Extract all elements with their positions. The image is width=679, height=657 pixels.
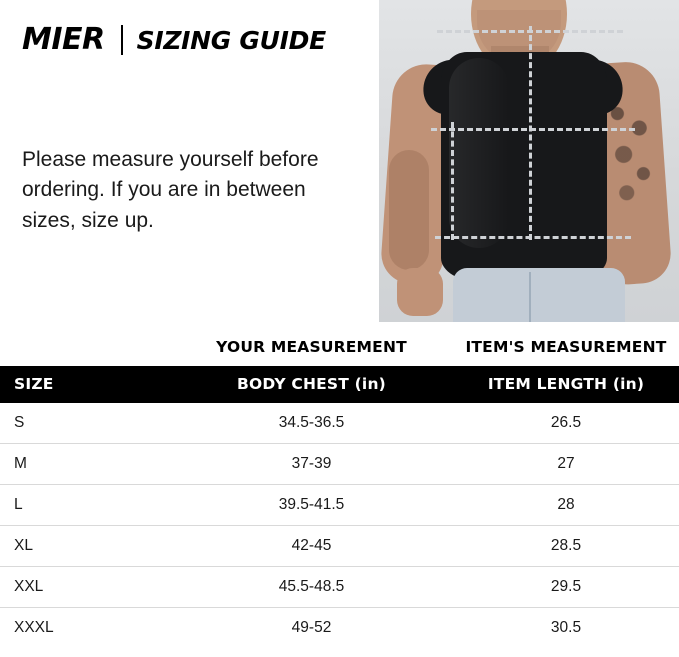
column-header-size: SIZE: [0, 366, 170, 403]
cell-item-length: 29.5: [453, 567, 679, 608]
model-shorts: [453, 268, 625, 322]
shorts-fold: [529, 272, 531, 322]
group-header-item-measurement: ITEM'S MEASUREMENT: [453, 330, 679, 366]
hem-guide-line: [435, 236, 631, 239]
cell-item-length: 26.5: [453, 403, 679, 444]
table-row: [0, 444, 679, 485]
cell-item-length: 30.5: [453, 608, 679, 649]
table-row: [0, 526, 679, 567]
brand-logo: MIER: [22, 22, 105, 57]
group-header-blank: [0, 330, 170, 366]
cell-body-chest: 34.5-36.5: [170, 403, 453, 444]
cell-size: M: [0, 444, 170, 485]
cell-size: L: [0, 485, 170, 526]
cell-body-chest: 39.5-41.5: [170, 485, 453, 526]
cell-size: S: [0, 403, 170, 444]
header-divider: [121, 25, 123, 55]
cell-size: XXL: [0, 567, 170, 608]
table-row: [0, 485, 679, 526]
table-body: [0, 403, 679, 648]
cell-item-length: 27: [453, 444, 679, 485]
table-row: [0, 567, 679, 608]
model-photo: [379, 0, 679, 322]
length-measurement-line: [529, 26, 532, 240]
instruction-text: Please measure yourself before ordering. If you are in between sizes, size up.: [22, 148, 319, 232]
column-header-item-length: ITEM LENGTH (in): [453, 366, 679, 403]
cell-item-length: 28: [453, 485, 679, 526]
cell-size: XL: [0, 526, 170, 567]
cell-item-length: 28.5: [453, 526, 679, 567]
side-guide-line: [451, 122, 454, 240]
chest-measurement-line: [431, 128, 635, 131]
cell-body-chest: 45.5-48.5: [170, 567, 453, 608]
group-header-your-measurement: YOUR MEASUREMENT: [170, 330, 453, 366]
shirt-highlight: [449, 58, 509, 248]
size-table: [0, 330, 679, 648]
model-left-hand: [397, 268, 443, 316]
table-column-header-row: [0, 366, 679, 403]
cell-body-chest: 42-45: [170, 526, 453, 567]
cell-size: XXXL: [0, 608, 170, 649]
column-header-body-chest: BODY CHEST (in): [170, 366, 453, 403]
table-row: [0, 608, 679, 649]
left-arm-shading: [389, 150, 429, 270]
page-header: [22, 20, 326, 60]
size-chart: [0, 330, 679, 648]
table-row: [0, 403, 679, 444]
table-group-header-row: [0, 330, 679, 366]
cell-body-chest: 49-52: [170, 608, 453, 649]
arm-tattoo: [607, 92, 659, 212]
cell-body-chest: 37-39: [170, 444, 453, 485]
page-title: SIZING GUIDE: [136, 25, 326, 55]
